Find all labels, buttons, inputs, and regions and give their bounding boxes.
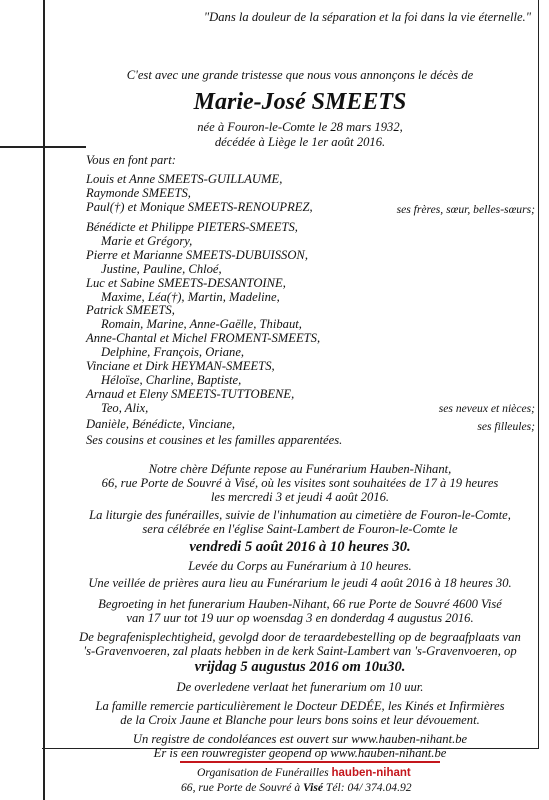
liturgy-line-1: La liturgie des funérailles, suivie de l'inhumation au cimetière de Fouron-le-Comte,: [89, 508, 511, 522]
quote: "Dans la douleur de la séparation et la foi dans la vie éternelle.": [203, 10, 531, 24]
sibling-entry: Raymonde SMEETS,: [86, 186, 191, 200]
thanks-line-1: La famille remercie particulièrement le Docteur DEDÉE, les Kinés et Infirmières: [95, 699, 505, 713]
begroeting-line-1: Begroeting in het funerarium Hauben-Nihant, 66 rue Porte de Souvré 4600 Visé: [98, 597, 502, 611]
begrafenis-line-2: 's-Gravenvoeren, zal plaats hebben in de kerk Saint-Lambert van 's-Gravenvoeren, op: [83, 644, 517, 658]
nephew-family-entry: Patrick SMEETS,: [86, 303, 175, 318]
repose-line-3: les mercredi 3 et jeudi 4 août 2016.: [210, 490, 390, 504]
levee-line: Levée du Corps au Funérarium à 10 heures.: [188, 559, 412, 573]
footer-address-prefix: 66, rue Porte de Souvré à: [181, 781, 304, 794]
death-line: décédée à Liège le 1er août 2016.: [214, 135, 386, 149]
liturgy-line-2: sera célébrée en l'église Saint-Lambert de Fouron-le-Comte le: [142, 522, 458, 536]
goddaughters-note: ses filleules;: [477, 420, 535, 433]
nephew-children-entry: Romain, Marine, Anne-Gaëlle, Thibaut,: [101, 317, 302, 332]
birth-line: née à Fouron-le-Comte le 28 mars 1932,: [197, 120, 403, 134]
funeral-date-fr: vendredi 5 août 2016 à 10 heures 30.: [189, 539, 411, 555]
deceased-name: Marie-José SMEETS: [193, 89, 407, 115]
nephew-family-entry: Anne-Chantal et Michel FROMENT-SMEETS,: [86, 331, 321, 346]
vigil-line: Une veillée de prières aura lieu au Funérarium le jeudi 4 août 2016 à 18 heures 30.: [88, 576, 512, 590]
register-line-nl: Er is een rouwregister geopend op www.hauben-nihant.be: [153, 746, 447, 760]
thanks-line-2: de la Croix Jaune et Blanche pour leurs bons soins et leur dévouement.: [120, 713, 480, 727]
nephew-family-entry: Pierre et Marianne SMEETS-DUBUISSON,: [86, 247, 308, 262]
nephew-family-entry: Arnaud et Eleny SMEETS-TUTTOBENE,: [86, 386, 295, 401]
footer-city: Visé: [303, 781, 324, 794]
footer-divider: [180, 761, 440, 763]
register-line-fr: Un registre de condoléances est ouvert sur www.hauben-nihant.be: [132, 732, 468, 746]
nephew-children-entry: Delphine, François, Oriane,: [101, 345, 245, 360]
intro-text: C'est avec une grande tristesse que nous vous annonçons le décès de: [126, 68, 474, 82]
footer-org-label: Organisation de Funérailles: [197, 766, 329, 779]
footer-org: [197, 766, 411, 780]
cross-vertical-bar: [43, 0, 45, 800]
nephew-family-entry: Vinciane et Dirk HEYMAN-SMEETS,: [86, 359, 275, 373]
repose-line-2: 66, rue Porte de Souvré à Visé, où les visites sont souhaitées de 17 à 19 heures: [101, 476, 499, 490]
leaves-line: De overledene verlaat het funerarium om 10 uur.: [176, 680, 424, 694]
goddaughters: Danièle, Bénédicte, Vinciane,: [86, 417, 236, 431]
siblings-note: ses frères, sœur, belles-sœurs;: [396, 203, 535, 216]
nephew-children-entry: Marie et Grégory,: [101, 233, 193, 248]
nephew-children-entry: Maxime, Léa(†), Martin, Madeline,: [101, 289, 280, 304]
cousins-line: Ses cousins et cousines et les familles apparentées.: [86, 433, 343, 447]
nephew-children-entry: Héloïse, Charline, Baptiste,: [101, 372, 242, 387]
sibling-entry: Paul(†) et Monique SMEETS-RENOUPREZ,: [86, 200, 313, 214]
brand-logo: hauben-nihant: [331, 767, 411, 779]
nephew-children-entry: Justine, Pauline, Chloé,: [101, 261, 222, 276]
announcers-label: Vous en font part:: [86, 153, 176, 167]
repose-line-1: Notre chère Défunte repose au Funérarium Hauben-Nihant,: [148, 462, 452, 476]
begroeting-line-2: van 17 uur tot 19 uur op woensdag 3 en donderdag 4 augustus 2016.: [126, 611, 474, 625]
nephew-children-entry: Teo, Alix,: [101, 400, 149, 415]
footer-phone: Tél: 04/ 374.04.92: [325, 781, 412, 794]
nephew-family-entry: Luc et Sabine SMEETS-DESANTOINE,: [86, 275, 286, 290]
begrafenis-line-1: De begrafenisplechtigheid, gevolgd door de teraardebestelling op de begraafplaats van: [79, 630, 521, 644]
footer-address: [181, 781, 412, 795]
nephews-note: ses neveux et nièces;: [438, 402, 535, 415]
sibling-entry: Louis et Anne SMEETS-GUILLAUME,: [86, 172, 283, 186]
nephew-family-entry: Bénédicte et Philippe PIETERS-SMEETS,: [86, 220, 298, 234]
funeral-date-nl: vrijdag 5 augustus 2016 om 10u30.: [194, 659, 406, 675]
